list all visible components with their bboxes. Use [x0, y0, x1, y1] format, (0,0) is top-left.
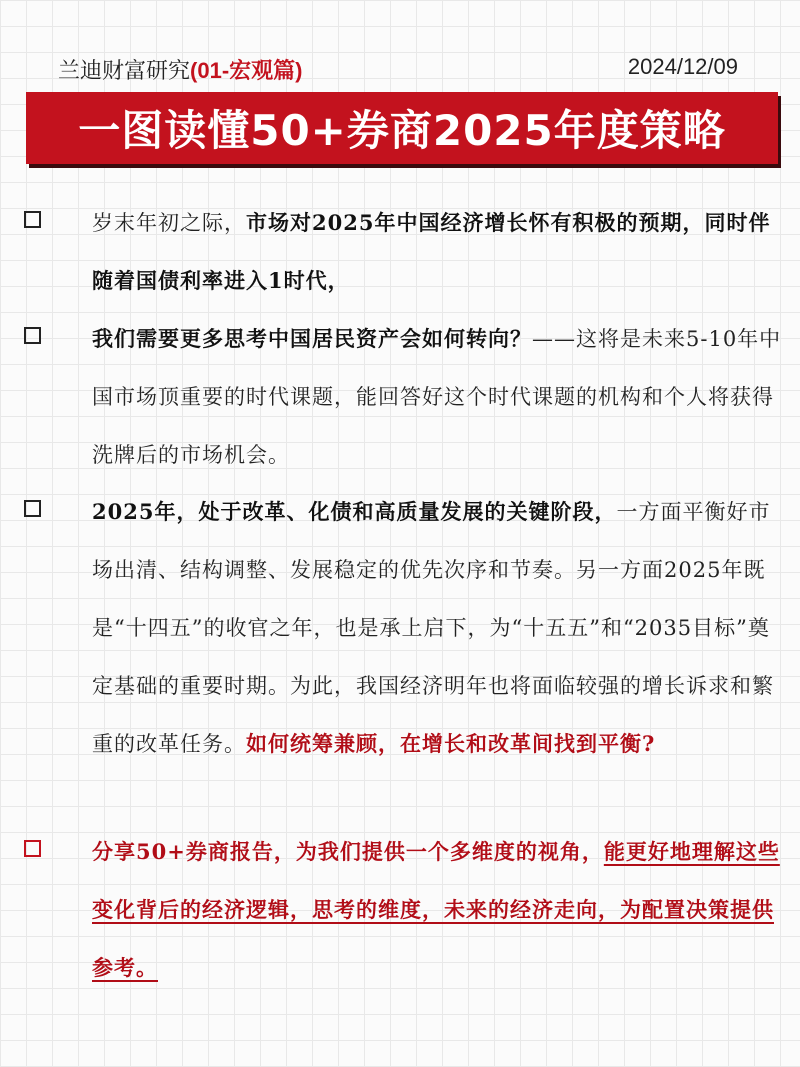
paragraph-2: [92, 310, 782, 484]
p1-emphasis: 市场对2025年中国经济增长怀有积极的预期，同时伴随着国债利率进入1时代，: [92, 210, 771, 293]
brand-name: 兰迪财富研究: [58, 58, 191, 83]
p2-body: ——这将是未来5-10年中国市场顶重要的时代课题，能回答好这个时代课题的机构和个人将获得洗牌后的市场机会。: [92, 327, 782, 467]
p3-lead: 2025年，处于改革、化债和高质量发展的关键阶段，: [92, 499, 617, 524]
checkbox-bullet-icon: [24, 500, 41, 517]
header-brand: [58, 54, 302, 85]
p3-body: 一方面平衡好市场出清、结构调整、发展稳定的优先次序和节奏。另一方面2025年既是“十四五”的收官之年，也是承上启下，为“十五五”和“2035目标”奠定基础的重要时期。为此，我国经济明年也将面临较强的增长诉求和繁重的改革任务。: [92, 500, 774, 756]
title-banner: [26, 92, 778, 164]
checkbox-bullet-icon: [24, 211, 41, 228]
p4-underlined: 能更好地理解这些变化背后的经济逻辑，思考的维度，未来的经济走向，为配置决策提供参考。: [92, 839, 780, 980]
p3-question: 如何统筹兼顾，在增长和改革间找到平衡?: [246, 731, 656, 756]
paragraph-3: [92, 483, 782, 773]
page-title: 一图读懂50+券商2025年度策略: [78, 106, 726, 155]
series-label: (01-宏观篇): [190, 58, 303, 83]
checkbox-bullet-icon: [24, 327, 41, 344]
checkbox-bullet-icon: [24, 840, 41, 857]
p1-intro: 岁末年初之际，: [92, 211, 246, 235]
publish-date: 2024/12/09: [627, 54, 738, 79]
p4-lead: 分享50+券商报告，为我们提供一个多维度的视角，: [92, 839, 604, 864]
p2-question: 我们需要更多思考中国居民资产会如何转向？: [92, 326, 532, 351]
paragraph-4: [92, 823, 782, 997]
paragraph-1: [92, 194, 782, 310]
